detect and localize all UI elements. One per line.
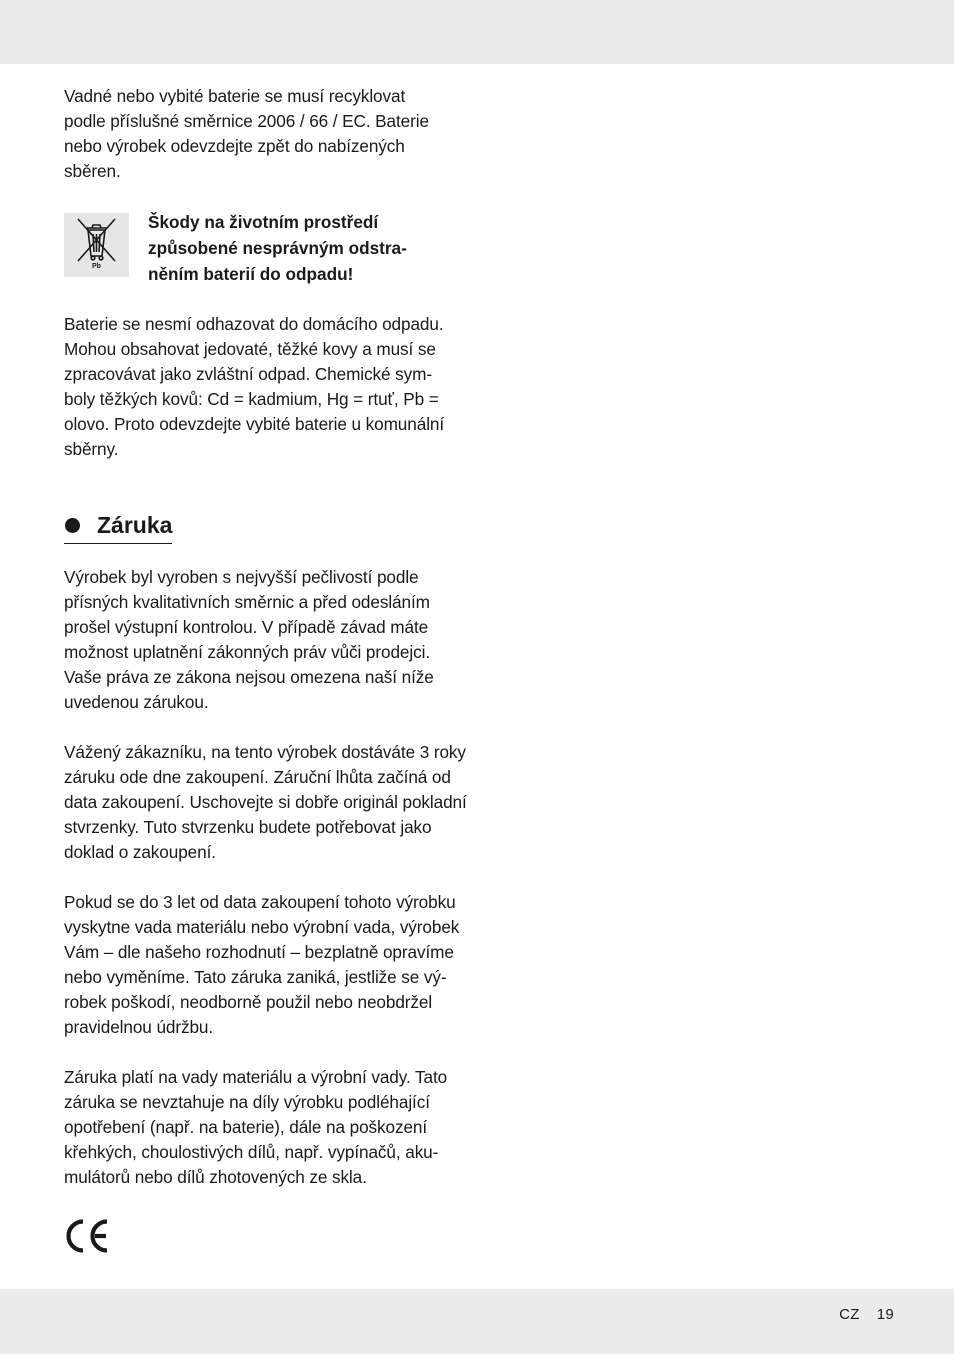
top-band [0,0,954,64]
battery-warning [64,209,469,287]
crossed-out-bin-icon [64,213,129,277]
warning-text: Škody na životním prostředí způsobené nesprávným odstra- něním baterií do odpadu! [148,212,407,284]
warranty-paragraph: Pokud se do 3 let od data zakoupení tohoto výrobku vyskytne vada materiálu nebo výrobní vada, výrobek Vám – dle našeho rozhodnutí – bezplatně opravíme nebo vyměníme. Tato záruka zaniká, jestliže se vý- robek poškodí, neodborně použil nebo neobdržel pravidelnou údržbu. [64,892,460,1037]
warranty-paragraph: Záruka platí na vady materiálu a výrobní vady. Tato záruka se nevztahuje na díly výrobku podléhající opotřebení (např. na baterie), dále na poškození křehkých, choulostivých dílů, např. vypínačů, aku- mulátorů nebo dílů zhotovených ze skla. [64,1067,448,1187]
language-code: CZ [839,1306,860,1323]
ce-mark-icon [64,1218,110,1259]
section-heading-text: Záruka [97,512,173,538]
content-column [64,84,469,1190]
bottom-band [0,1289,954,1354]
paragraph-recycling: Vadné nebo vybité baterie se musí recyklovat podle příslušné směrnice 2006 / 66 / EC. Baterie nebo výrobek odevzdejte zpět do nabízených sběren. [64,86,429,181]
page-number: 19 [876,1306,894,1323]
section-heading [64,510,172,544]
page-footer [839,1303,894,1327]
heading-bullet-icon [65,518,80,533]
paragraph-heavy-metals: Baterie se nesmí odhazovat do domácího odpadu. Mohou obsahovat jedovaté, těžké kovy a musí se zpracovávat jako zvláštní odpad. Chemické sym- boly těžkých kovů: Cd = kadmium, Hg = rtuť, Pb = olovo. Proto odevzdejte vybité baterie u komunální sběrny. [64,314,445,459]
pb-label: Pb [92,263,101,270]
warranty-paragraph: Vážený zákazníku, na tento výrobek dostáváte 3 roky záruku ode dne zakoupení. Záruční lhůta začíná od data zakoupení. Uschovejte si dobře originál pokladní stvrzenky. Tuto stvrzenku budete potřebovat jako doklad o zakoupení. [64,742,467,862]
warranty-paragraph: Výrobek byl vyroben s nejvyšší pečlivostí podle přísných kvalitativních směrnic a před odesláním prošel výstupní kontrolou. V případě závad máte možnost uplatnění zákonných práv vůči prodejci. Vaše práva ze zákona nejsou omezena naší níže uvedenou zárukou. [64,567,434,712]
